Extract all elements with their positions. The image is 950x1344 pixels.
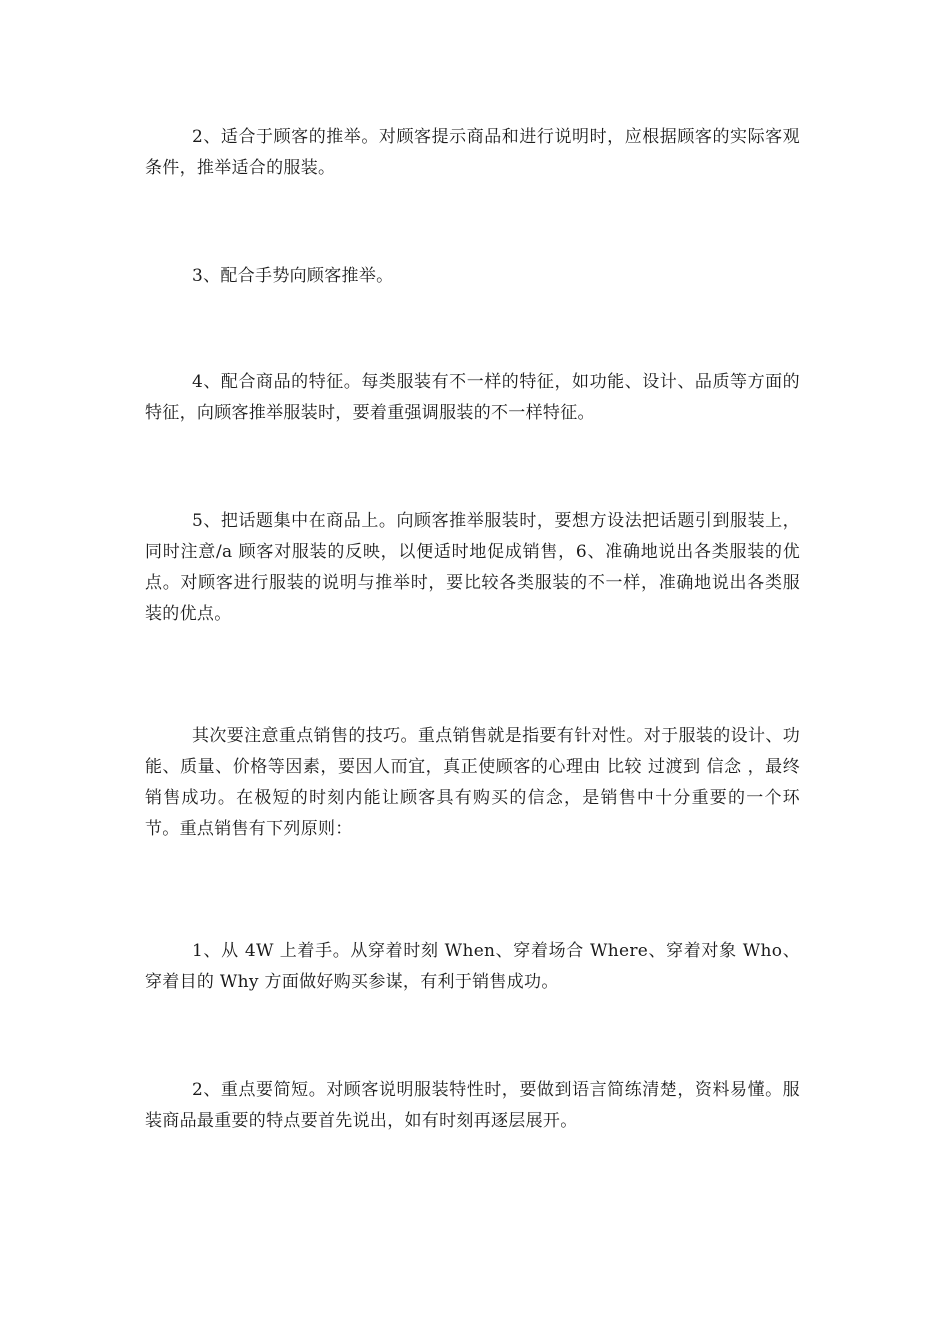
paragraph-recommend-suitable: 2、适合于顾客的推举。对顾客提示商品和进行说明时，应根据顾客的实际客观条件，推举适合的服装。 — [145, 127, 800, 178]
paragraph-product-features: 4、配合商品的特征。每类服装有不一样的特征，如功能、设计、品质等方面的特征，向顾客推举服装时，要着重强调服装的不一样特征。 — [145, 372, 800, 423]
paragraph-key-selling: 其次要注意重点销售的技巧。重点销售就是指要有针对性。对于服装的设计、功能、质量、价格等因素，要因人而宜，真正使顾客的心理由 比较 过渡到 信念 ，最终销售成功。在极短的时刻内能让顾客具有购买的信念，是销售中十分重要的一个环节。重点销售有下列原则： — [145, 726, 800, 839]
paragraph-brief-points: 2、重点要简短。对顾客说明服装特性时，要做到语言简练清楚，资料易懂。服装商品最重要的特点要首先说出，如有时刻再逐层展开。 — [145, 1080, 800, 1131]
paragraph-focus-topic: 5、把话题集中在商品上。向顾客推举服装时，要想方设法把话题引到服装上，同时注意/a 顾客对服装的反映，以便适时地促成销售，6、准确地说出各类服装的优点。对顾客进行服装的说明与推举时，要比较各类服装的不一样，准确地说出各类服装的优点。 — [145, 511, 800, 624]
paragraph-gesture: 3、配合手势向顾客推举。 — [192, 266, 394, 286]
paragraph-4w-principle: 1、从 4W 上着手。从穿着时刻 When、穿着场合 Where、穿着对象 Who、穿着目的 Why 方面做好购买参谋，有利于销售成功。 — [145, 941, 800, 992]
